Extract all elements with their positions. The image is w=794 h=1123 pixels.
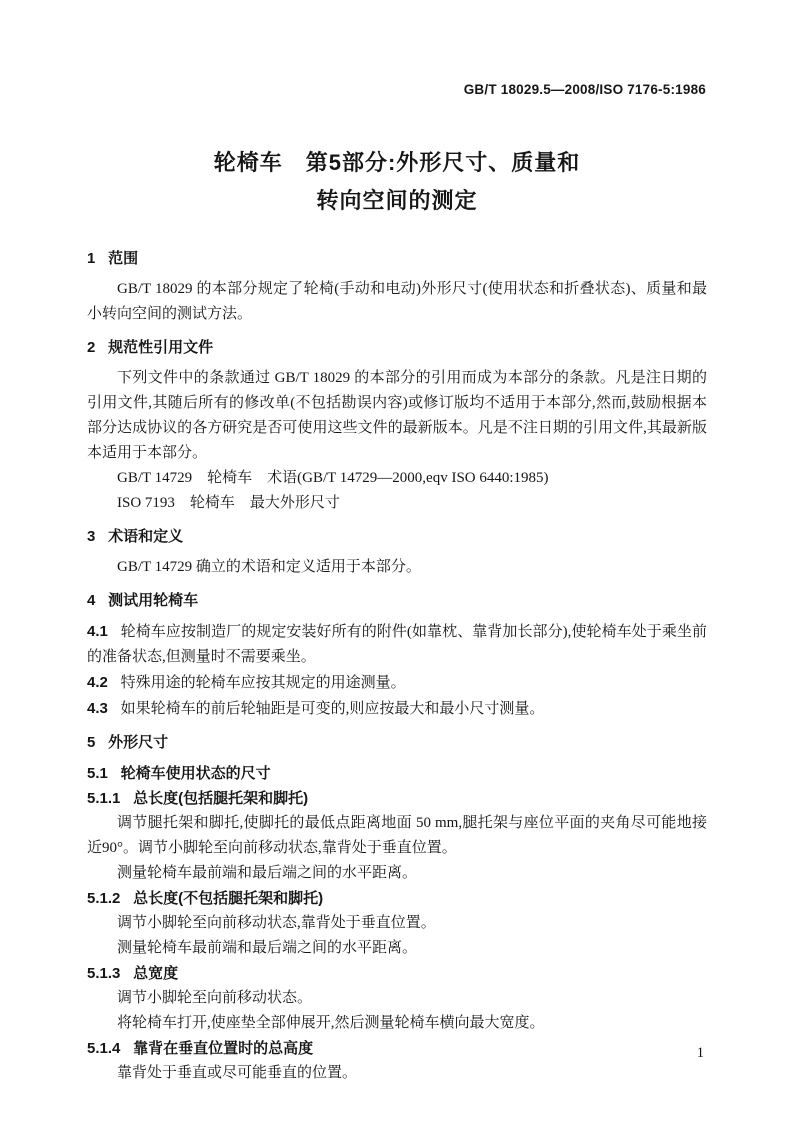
paragraph-text: 轮椅车应按制造厂的规定安装好所有的附件(如靠枕、靠背加长部分),使轮椅车处于乘坐前的准备状态,但测量时不需要乘坐。	[87, 624, 707, 665]
paragraph-text: 总长度(包括腿托架和脚托)	[133, 790, 309, 807]
heading-5-1-2	[87, 886, 707, 911]
clause-number: 5.1.4	[87, 1040, 121, 1057]
paragraph-text: 测量轮椅车最前端和最后端之间的水平距离。	[117, 865, 418, 881]
paragraph-text: 调节腿托架和脚托,使脚托的最低点距离地面 50 mm,腿托架与座位平面的夹角尽可能地接近90°。调节小脚轮至向前移动状态,靠背处于垂直位置。	[87, 815, 707, 856]
heading-4-test-wheelchair	[87, 588, 707, 613]
para-5-1-4-a	[87, 1061, 707, 1086]
heading-5-1-1	[87, 786, 707, 811]
paragraph-text: 特殊用途的轮椅车应按其规定的用途测量。	[120, 675, 406, 691]
para-5-1-1-a	[87, 811, 707, 861]
paragraph-text: 下列文件中的条款通过 GB/T 18029 的本部分的引用而成为本部分的条款。凡是注日期的引用文件,其随后所有的修改单(不包括勘误内容)或修订版均不适用于本部分,然而,鼓励根据本部分达成协议的各方研究是否可使用这些文件的最新版本。凡是不注日期的引用文件,其最新版本适用于本部分。	[87, 370, 707, 461]
para-5-1-2-a	[87, 911, 707, 936]
document-title-line-1: 轮椅车 第5部分:外形尺寸、质量和	[213, 150, 581, 175]
para-5-1-3-a	[87, 986, 707, 1011]
paragraph-text: 规范性引用文件	[108, 339, 214, 356]
document-title-line-2: 转向空间的测定	[316, 188, 478, 213]
heading-5-dimensions	[87, 730, 707, 755]
reference-gbt-14729	[87, 466, 707, 491]
paragraph-text: 将轮椅车打开,使座垫全部伸展开,然后测量轮椅车横向最大宽度。	[117, 1015, 545, 1031]
paragraph-text: 总长度(不包括腿托架和脚托)	[133, 890, 324, 907]
clause-4-3	[87, 696, 707, 722]
document-body	[87, 238, 707, 1086]
heading-5-1	[87, 761, 707, 786]
clause-number: 5.1.1	[87, 790, 121, 807]
para-scope	[87, 277, 707, 327]
paragraph-text: GB/T 14729 轮椅车 术语(GB/T 14729—2000,eqv ISO 6440:1985)	[117, 470, 549, 486]
heading-2-normative-references	[87, 335, 707, 360]
clause-number: 5.1	[87, 765, 108, 782]
paragraph-text: ISO 7193 轮椅车 最大外形尺寸	[117, 495, 340, 511]
clause-number: 4	[87, 592, 96, 609]
clause-number: 2	[87, 339, 96, 356]
paragraph-text: 如果轮椅车的前后轮轴距是可变的,则应按最大和最小尺寸测量。	[120, 701, 545, 717]
clause-number: 4.1	[87, 623, 108, 640]
clause-number: 5	[87, 734, 96, 751]
document-title	[0, 144, 794, 220]
clause-number: 3	[87, 528, 96, 545]
para-5-1-3-b	[87, 1011, 707, 1036]
paragraph-text: GB/T 14729 确立的术语和定义适用于本部分。	[117, 559, 421, 575]
para-5-1-1-b	[87, 861, 707, 886]
paragraph-text: 轮椅车使用状态的尺寸	[120, 765, 271, 782]
paragraph-text: 测试用轮椅车	[108, 592, 199, 609]
standard-number-header: GB/T 18029.5—2008/ISO 7176-5:1986	[463, 82, 706, 97]
paragraph-text: 术语和定义	[108, 528, 184, 545]
reference-iso-7193	[87, 491, 707, 516]
clause-number: 5.1.3	[87, 965, 121, 982]
paragraph-text: 调节小脚轮至向前移动状态,靠背处于垂直位置。	[117, 915, 436, 931]
clause-number: 5.1.2	[87, 890, 121, 907]
heading-5-1-3	[87, 961, 707, 986]
clause-number: 4.2	[87, 674, 108, 691]
page-number: 1	[696, 1045, 704, 1061]
heading-3-terms-definitions	[87, 524, 707, 549]
para-normative-references	[87, 366, 707, 466]
heading-5-1-4	[87, 1036, 707, 1061]
para-terms-definitions	[87, 555, 707, 580]
paragraph-text: 调节小脚轮至向前移动状态。	[117, 990, 313, 1006]
paragraph-text: GB/T 18029 的本部分规定了轮椅(手动和电动)外形尺寸(使用状态和折叠状态)、质量和最小转向空间的测试方法。	[87, 281, 707, 322]
paragraph-text: 总宽度	[133, 965, 179, 982]
clause-4-2	[87, 670, 707, 696]
clause-4-1	[87, 619, 707, 670]
paragraph-text: 靠背在垂直位置时的总高度	[133, 1040, 314, 1057]
paragraph-text: 外形尺寸	[108, 734, 169, 751]
heading-1-scope	[87, 246, 707, 271]
paragraph-text: 靠背处于垂直或尽可能垂直的位置。	[117, 1065, 358, 1081]
clause-number: 1	[87, 250, 96, 267]
paragraph-text: 测量轮椅车最前端和最后端之间的水平距离。	[117, 940, 418, 956]
clause-number: 4.3	[87, 700, 108, 717]
paragraph-text: 范围	[108, 250, 139, 267]
para-5-1-2-b	[87, 936, 707, 961]
